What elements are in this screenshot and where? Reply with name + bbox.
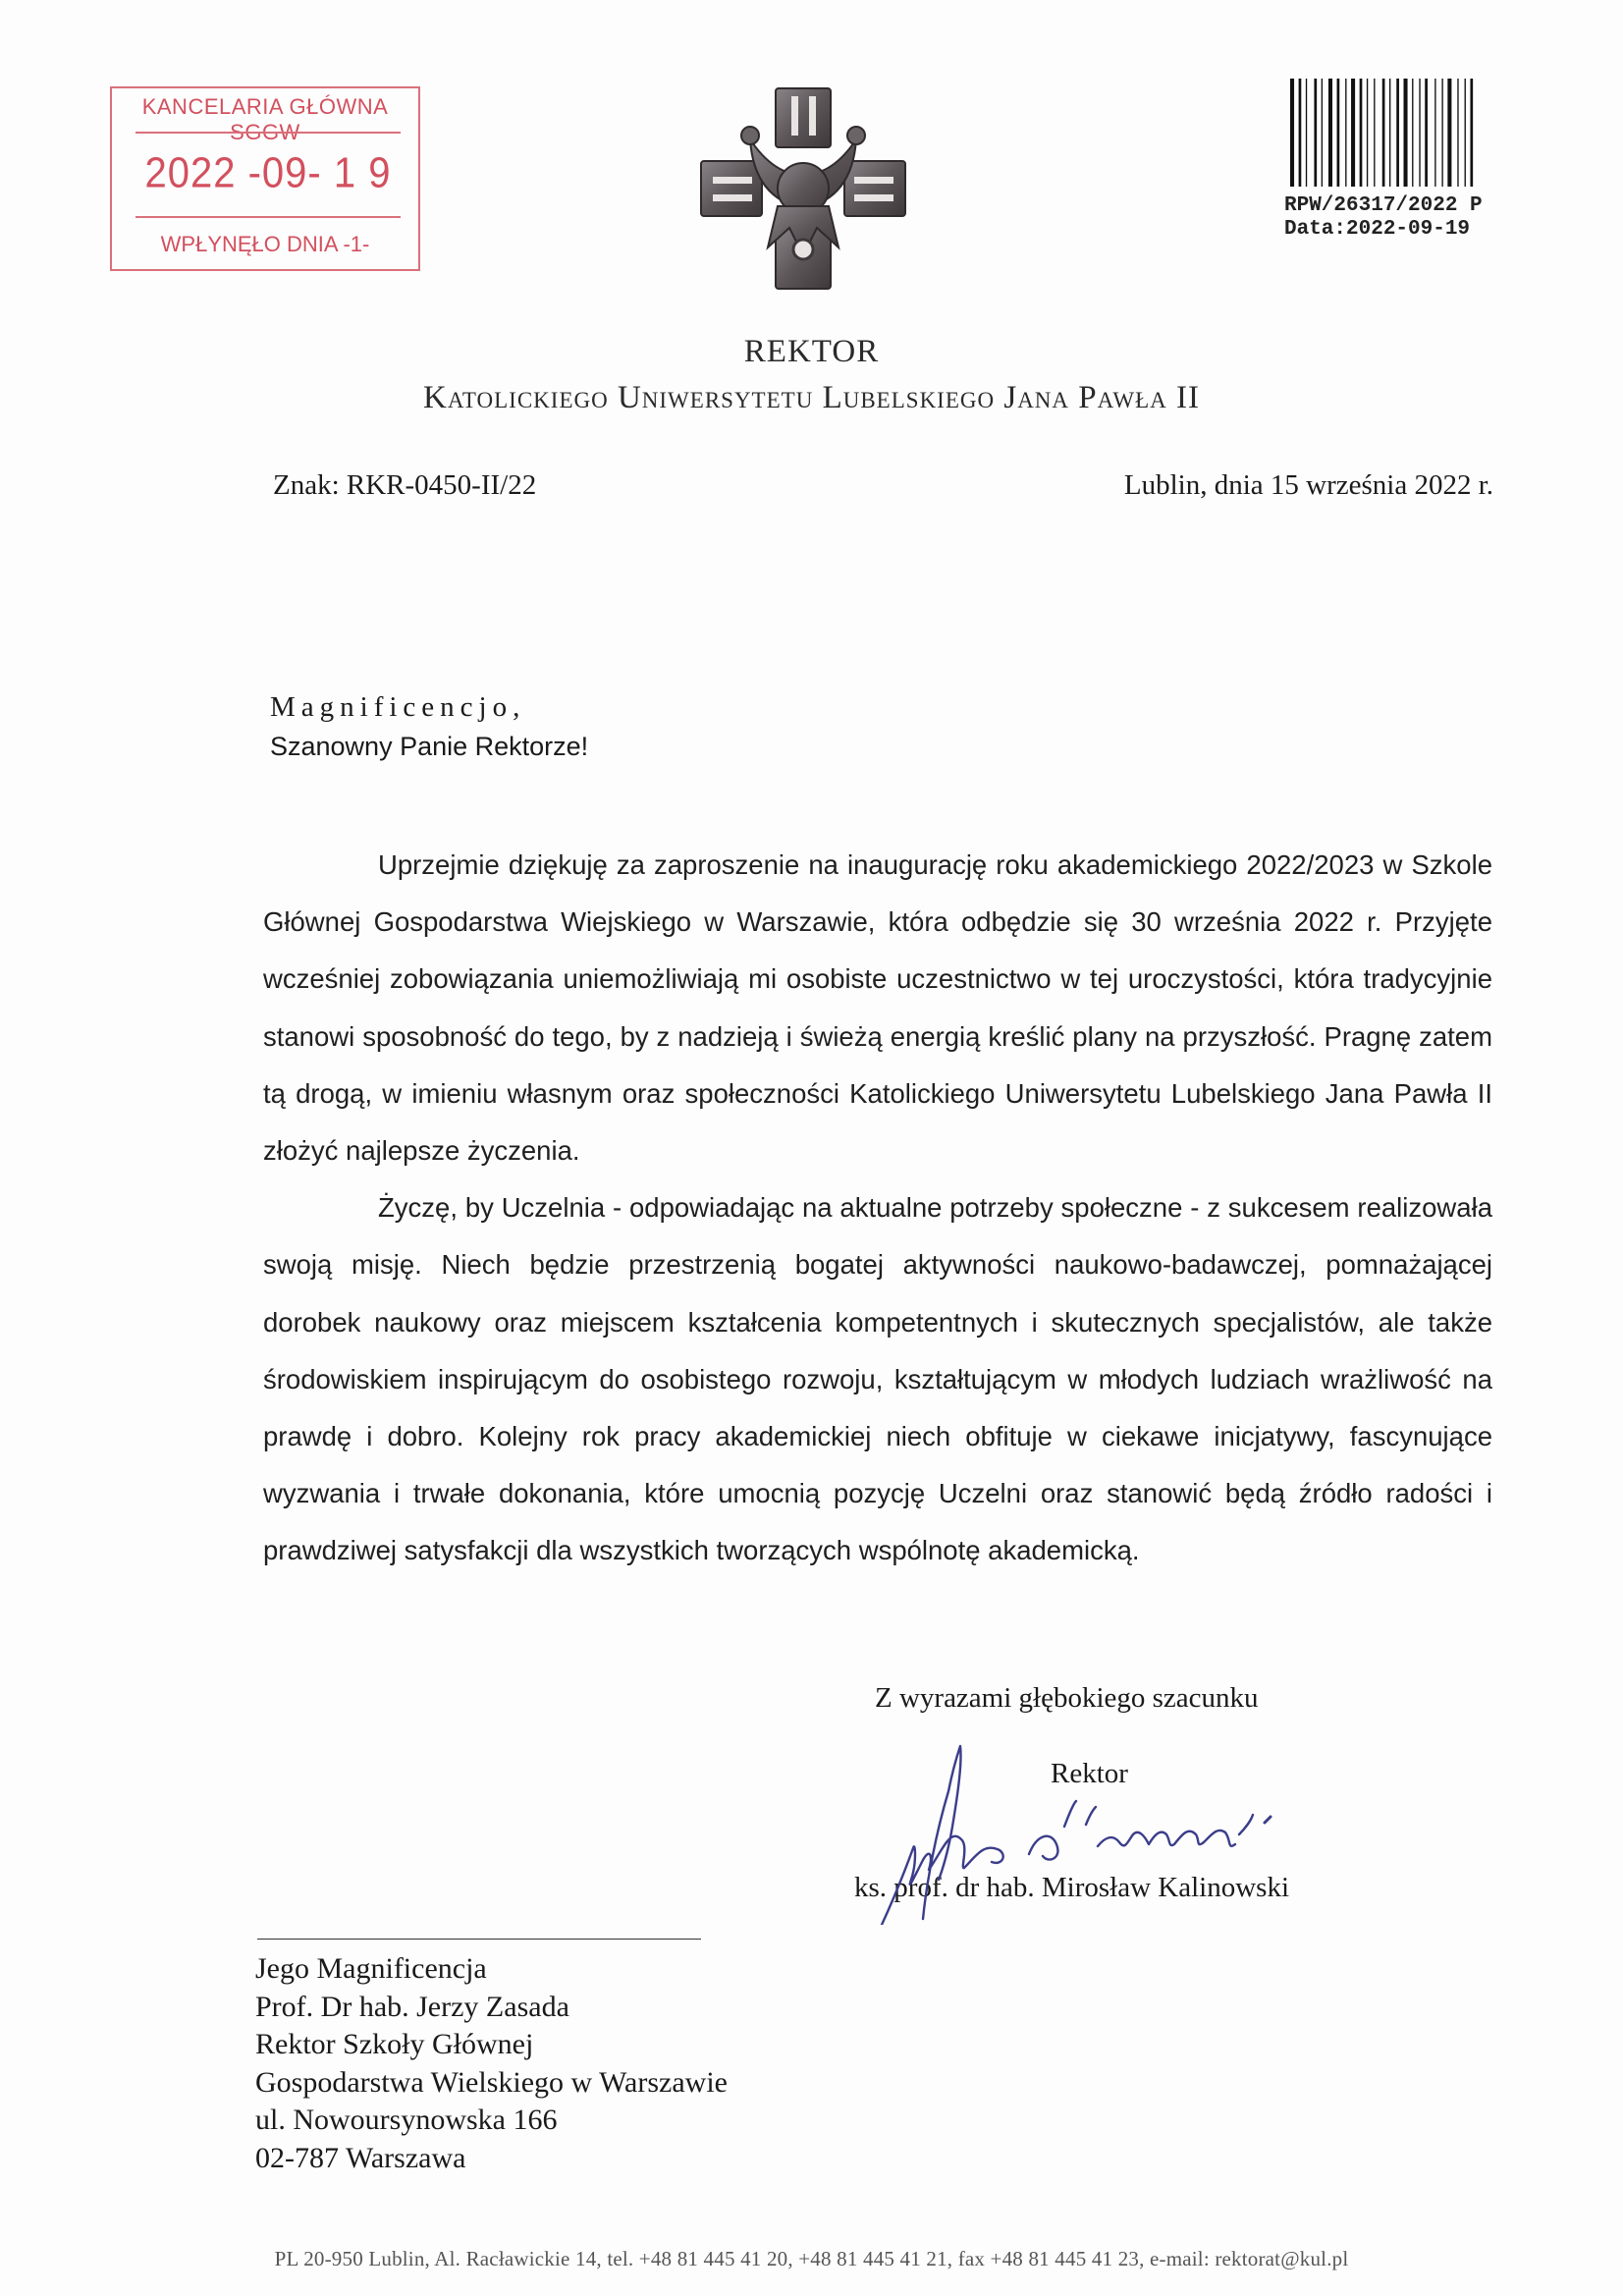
addressee-line: 02-787 Warszawa [255, 2141, 466, 2174]
handwritten-signature-icon [854, 1732, 1316, 1925]
salutation-line-2: Szanowny Panie Rektorze! [270, 732, 589, 761]
closing-regards: Z wyrazami głębokiego szacunku [875, 1682, 1259, 1714]
place-and-date: Lublin, dnia 15 września 2022 r. [1123, 469, 1493, 501]
footer-contact: PL 20-950 Lublin, Al. Racławickie 14, tel. +48 81 445 41 20, +48 81 445 41 21, fax +48 81 445 41 23, e-mail: rektorat@kul.pl [274, 2247, 1349, 2270]
salutation-line-1: Magnificencjo, [270, 691, 526, 723]
addressee-line: Rektor Szkoły Głównej [255, 2028, 534, 2061]
stamp-title: KANCELARIA GŁÓWNA SGGW [141, 94, 389, 144]
barcode-icon [1288, 79, 1510, 187]
registry-stamp [110, 86, 420, 271]
body-paragraph: Życzę, by Uczelnia - odpowiadając na aktualne potrzeby społeczne - z sukcesem realizowała swoją misję. Niech będzie przestrzenią bogatej aktywności naukowo-badawczej, pomnażającej dorobek naukowy oraz miejscem kształcenia kompetentnych i skutecznych specjalistów, ale także środowiskiem inspirującym do osobistego rozwoju, kształtującym w młodych ludziach wrażliwość na prawdę i dobro. Kolejny rok pracy akademickiej niech obfituje w ciekawe inicjatywy, fascynujące wyzwania i trwałe dokonania, które umocnią pozycję Uczelni oraz stanowić będą źródło radości i prawdziwej satysfakcji dla wszystkich tworzących wspólnotę akademicką. [263, 1192, 1492, 1566]
kul-emblem-icon [695, 81, 911, 295]
addressee-block [255, 1950, 728, 2178]
stamp-date-box [135, 132, 401, 218]
signatory-name: ks. prof. dr hab. Mirosław Kalinowski [854, 1872, 1290, 1903]
addressee-line: Jego Magnificencja [255, 1952, 487, 1985]
signatory-role: Rektor [1051, 1758, 1128, 1789]
addressee-divider [257, 1939, 701, 1940]
addressee-line: Gospodarstwa Wielskiego w Warszawie [255, 2065, 728, 2099]
addressee-line: ul. Nowoursynowska 166 [255, 2104, 558, 2137]
body-paragraph: Uprzejmie dziękuję za zaproszenie na inaugurację roku akademickiego 2022/2023 w Szkole Głównej Gospodarstwa Wiejskiego w Warszawie, która odbędzie się 30 września 2022 r. Przyjęte wcześniej zobowiązania uniemożliwiają mi osobiste uczestnictwo w tej uroczystości, która tradycyjnie stanowi sposobność do tego, by z nadzieją i świeżą energią kreślić plany na przyszłość. Pragnę zatem tą drogą, w imieniu własnym oraz społeczności Katolickiego Uniwersytetu Lubelskiego Jana Pawła II złożyć najlepsze życzenia. [263, 849, 1492, 1167]
registry-date: Data:2022-09-19 [1284, 218, 1471, 241]
registry-number: RPW/26317/2022 P [1284, 194, 1483, 217]
stamp-date: 2022 -09- 1 9 [144, 148, 392, 197]
stamp-received-label: WPŁYNĘŁO DNIA -1- [160, 232, 370, 256]
letterhead-university: Katolickiego Uniwersytetu Lubelskiego Jana Pawła II [422, 380, 1200, 415]
letter-body [263, 837, 1492, 1580]
letterhead-title: REKTOR [743, 334, 880, 369]
reference-number: Znak: RKR-0450-II/22 [273, 469, 537, 501]
addressee-line: Prof. Dr hab. Jerzy Zasada [255, 1990, 569, 2023]
